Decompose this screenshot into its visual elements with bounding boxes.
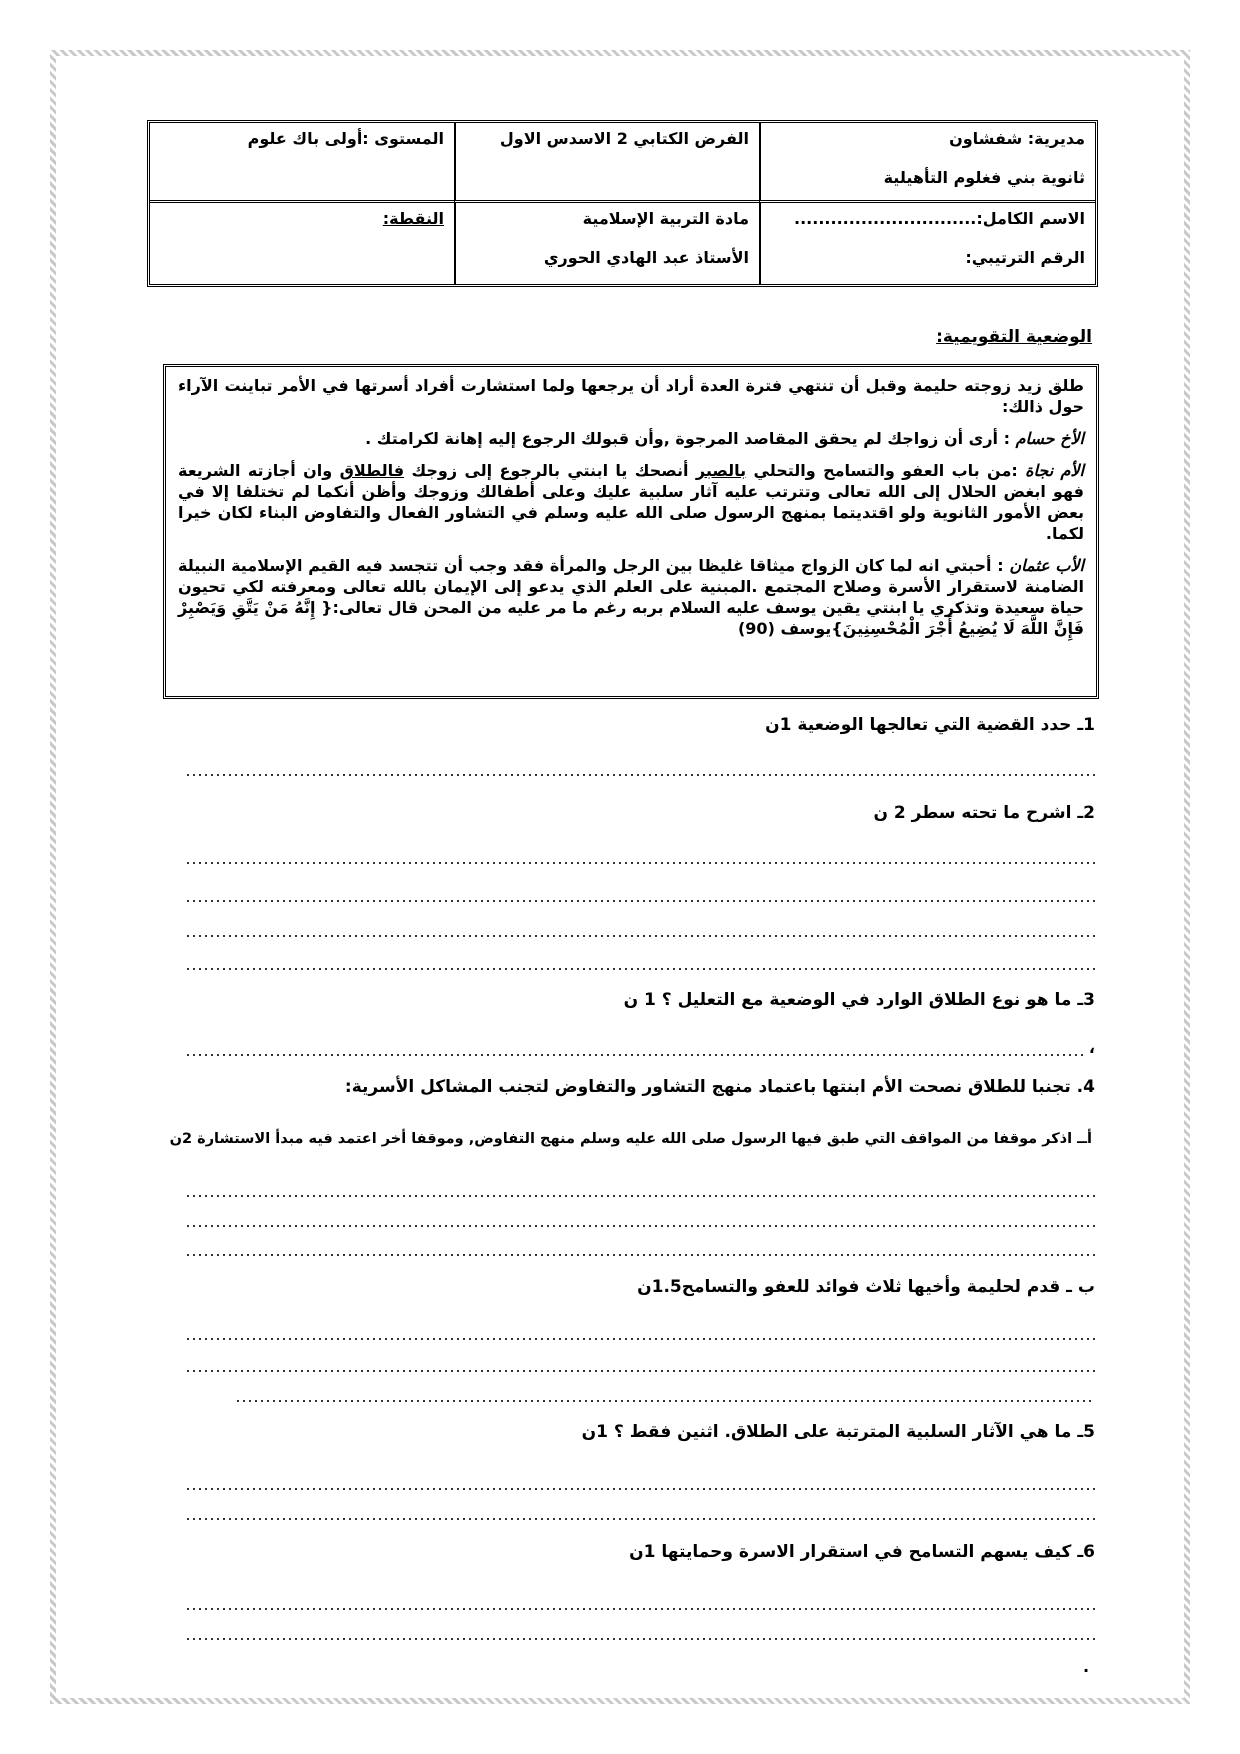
mother-text-2: أنصحك يا ابنتي بالرجوع إلى زوجك (404, 461, 696, 480)
question-4: 4. تجنبا للطلاق نصحت الأم ابنتها باعتماد منهج التشاور والتفاوض لتجنب المشاكل الأسرية: (344, 1077, 1095, 1097)
score-label: النقطة: (382, 209, 444, 228)
directorate: مديرية: شفشاون (949, 129, 1085, 148)
subject: مادة التربية الإسلامية (582, 209, 749, 228)
brother-speaker: الأخ حسام (1015, 429, 1084, 448)
school-name: ثانوية بني فغلوم التأهيلية (883, 168, 1085, 187)
student-number-label: الرقم الترتيبي: (965, 248, 1085, 267)
question-2: 2ـ اشرح ما تحته سطر 2 ن (873, 803, 1095, 823)
question-6: 6ـ كيف يسهم التسامح في استقرار الاسرة وحمايتها 1ن (629, 1542, 1095, 1562)
answer-line (185, 1608, 1095, 1610)
answer-line (185, 1338, 1095, 1340)
header-cell-score (150, 203, 454, 284)
full-name-label: الاسم الكامل:.............................. (794, 209, 1085, 228)
answer-line (185, 968, 1095, 970)
mother-opinion (178, 460, 1084, 544)
underlined-word-divorce: فالطلاق (339, 461, 405, 480)
question-1: 1ـ حدد القضية التي تعالجها الوضعية 1ن (765, 715, 1095, 735)
question-4b: ب ـ قدم لحليمة وأخيها ثلاث فوائد للعفو والتسامح1.5ن (637, 1277, 1095, 1297)
brother-opinion (178, 428, 1084, 449)
page-border (50, 50, 1190, 1704)
answer-line (185, 1488, 1095, 1490)
exam-header-table (147, 120, 1098, 287)
teacher: الأستاذ عبد الهادي الحوري (543, 248, 749, 267)
answer-line (185, 1054, 1085, 1056)
mother-text-3: وان أجازته الشريعة فهو ابغض الحلال إلى الله تعالى وتترتب عليه آثار سلبية عليك وعلى أطفالك وزوجك وأظن أنكما لم تختلفا إلا في بعض الأمور الثانوية ولو اقتديتما بمنهج الرسول صلى الله عليه وسلم في التشاور الفعال والتفاوض البناء لكان خيرا لكما. (178, 461, 1084, 543)
answer-comma: ، (1088, 1038, 1095, 1057)
answer-line (185, 1638, 1095, 1640)
answer-line (185, 1195, 1095, 1197)
header-cell-level (150, 123, 454, 203)
header-cell-school (759, 123, 1095, 203)
father-speaker: الأب عثمان (1009, 556, 1085, 575)
answer-line (185, 862, 1095, 864)
father-opinion (178, 555, 1084, 639)
question-4a: أــ اذكر موقفا من المواقف التي طبق فيها الرسول صلى الله عليه وسلم منهج التفاوض, وموقفا أخر اعتمد فيه مبدأ الاستشارة 2ن (169, 1131, 1092, 1147)
exam-title: الفرض الكتابي 2 الاسدس الاول (499, 129, 749, 148)
situation-title: الوضعية التقويمية: (936, 327, 1092, 347)
mother-speaker: الأم نجاة (1025, 461, 1084, 480)
situation-box (163, 364, 1099, 699)
mother-text-1: :من باب العفو والتسامح والتحلي (746, 461, 1026, 480)
level: المستوى :أولى باك علوم (247, 129, 444, 148)
answer-line (235, 1400, 1095, 1402)
question-5: 5ـ ما هي الآثار السلبية المترتبة على الطلاق. اثنين فقط ؟ 1ن (581, 1422, 1095, 1442)
answer-line (185, 1518, 1095, 1520)
answer-line (185, 900, 1095, 902)
answer-line (185, 1225, 1095, 1227)
answer-line (185, 1370, 1095, 1372)
answer-line (185, 1254, 1095, 1256)
header-cell-subject (454, 203, 759, 284)
brother-text: : أرى أن زواجك لم يحقق المقاصد المرجوة ,وأن قبولك الرجوع إليه إهانة لكرامتك . (365, 429, 1016, 448)
situation-intro: طلق زيد زوجته حليمة وقبل أن تنتهي فترة العدة أراد أن يرجعها ولما استشارت أفراد أسرتها في الأمر تباينت الآراء حول ذالك: (178, 376, 1084, 416)
header-cell-exam (454, 123, 759, 203)
end-dot: . (1083, 1657, 1090, 1676)
answer-line (185, 774, 1095, 776)
answer-line (185, 935, 1095, 937)
question-3: 3ـ ما هو نوع الطلاق الوارد في الوضعية مع التعليل ؟ 1 ن (623, 990, 1095, 1010)
underlined-word-patience: بالصبر (695, 461, 747, 480)
father-text: : أحبتي انه لما كان الزواج ميثاقا غليظا بين الرجل والمرأة فقد وجب أن تتجسد فيه القيم الإسلامية النبيلة الضامنة لاستقرار الأسرة وصلاح المجتمع .المبنية على العلم الذي يدعو إلى الإيمان بالله تعالى ومعرفته لكي تحيون حياة سعيدة وتذكري يا ابنتي يقين يوسف عليه السلام بربه رغم ما مر عليه من المحن قال تعالى:{ إِنَّهُ مَنْ يَتَّقِ وَيَصْبِرْ فَإِنَّ اللَّهَ لَا يُضِيعُ أَجْرَ الْمُحْسِنِينَ}يوسف (90) (178, 556, 1084, 638)
header-cell-student (759, 203, 1095, 284)
